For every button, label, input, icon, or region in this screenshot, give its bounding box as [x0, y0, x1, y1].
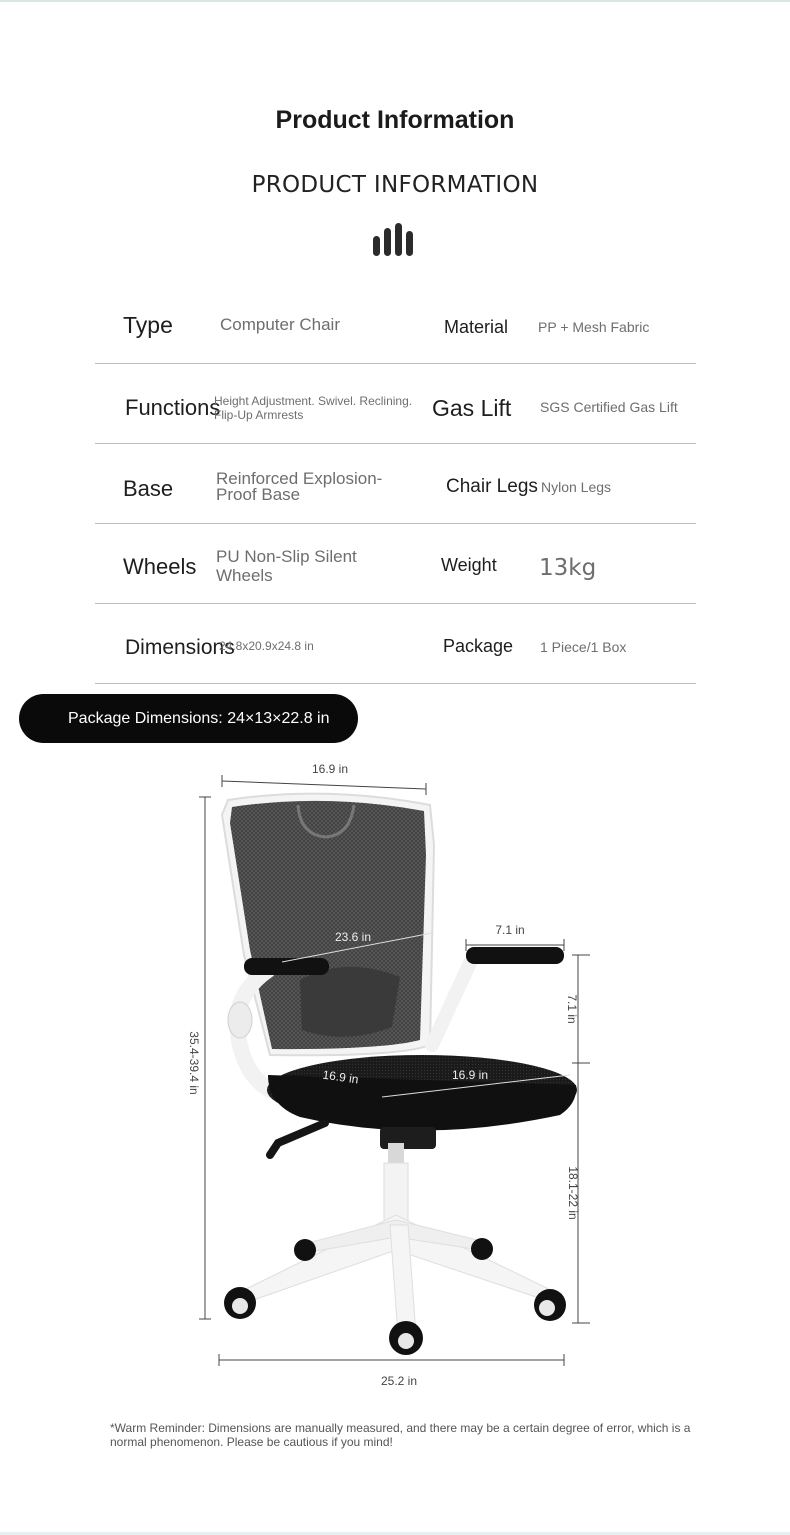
- dim-seat-height: 18.1-22 in: [566, 1166, 580, 1220]
- page-subtitle: PRODUCT INFORMATION: [251, 172, 539, 198]
- spec-label-package: Package: [443, 636, 514, 656]
- spec-label-material: Material: [444, 317, 509, 337]
- page-title: Product Information: [275, 106, 515, 134]
- spec-row: [95, 444, 696, 524]
- spec-value-dimensions: 24.8x20.9x24.8 in: [219, 639, 314, 653]
- spec-row: [95, 604, 696, 684]
- warm-reminder: *Warm Reminder: Dimensions are manually measured, and there may be a certain degree of error, which is a normal phenomenon. Please be cautious if you mind!: [110, 1421, 691, 1449]
- dim-overall-height: 35.4-39.4 in: [187, 1031, 201, 1095]
- spec-value-base: Reinforced Explosion-Proof Base: [216, 469, 383, 504]
- spec-row: [95, 364, 696, 444]
- dim-back-width: 16.9 in: [311, 762, 349, 776]
- spec-row: [95, 524, 696, 604]
- spec-label-dimensions: Dimensions: [125, 636, 235, 659]
- top-border: [0, 0, 790, 2]
- spec-value-gas-lift: SGS Certified Gas Lift: [540, 399, 678, 415]
- spec-value-chair-legs: Nylon Legs: [541, 479, 612, 495]
- spec-value-functions: Height Adjustment. Swivel. Reclining. Flip-Up Armrests: [214, 394, 413, 422]
- spec-label-type: Type: [123, 312, 173, 338]
- spec-value-material: PP + Mesh Fabric: [538, 319, 650, 335]
- spec-label-weight: Weight: [441, 555, 497, 575]
- spec-label-wheels: Wheels: [123, 554, 197, 579]
- dim-armrest-height: 7.1 in: [565, 994, 579, 1024]
- spec-label-chair-legs: Chair Legs: [446, 476, 538, 497]
- package-dimensions-badge: [19, 694, 358, 743]
- chair-dimension-diagram: [0, 745, 790, 1395]
- dim-seat-width: 16.9 in: [451, 1068, 489, 1082]
- dim-seat-depth: 16.9 in: [321, 1067, 360, 1087]
- spec-label-base: Base: [123, 476, 174, 501]
- spec-value-type: Computer Chair: [220, 315, 340, 334]
- dim-base-width: 25.2 in: [380, 1374, 418, 1388]
- package-dimensions-text: Package Dimensions: 24×13×22.8 in: [68, 709, 330, 727]
- spec-value-weight: 13kg: [539, 555, 597, 581]
- office-chair-image: [222, 794, 577, 1355]
- dim-armrest-width: 7.1 in: [495, 923, 525, 937]
- spec-table: [95, 284, 696, 684]
- spec-value-package: 1 Piece/1 Box: [540, 639, 627, 655]
- bars-decoration-icon: [372, 222, 420, 258]
- spec-label-gas-lift: Gas Lift: [432, 395, 512, 421]
- spec-label-functions: Functions: [125, 395, 221, 420]
- spec-row: [95, 284, 696, 364]
- dim-back-depth: 23.6 in: [334, 930, 372, 944]
- spec-value-wheels: PU Non-Slip Silent Wheels: [216, 547, 357, 585]
